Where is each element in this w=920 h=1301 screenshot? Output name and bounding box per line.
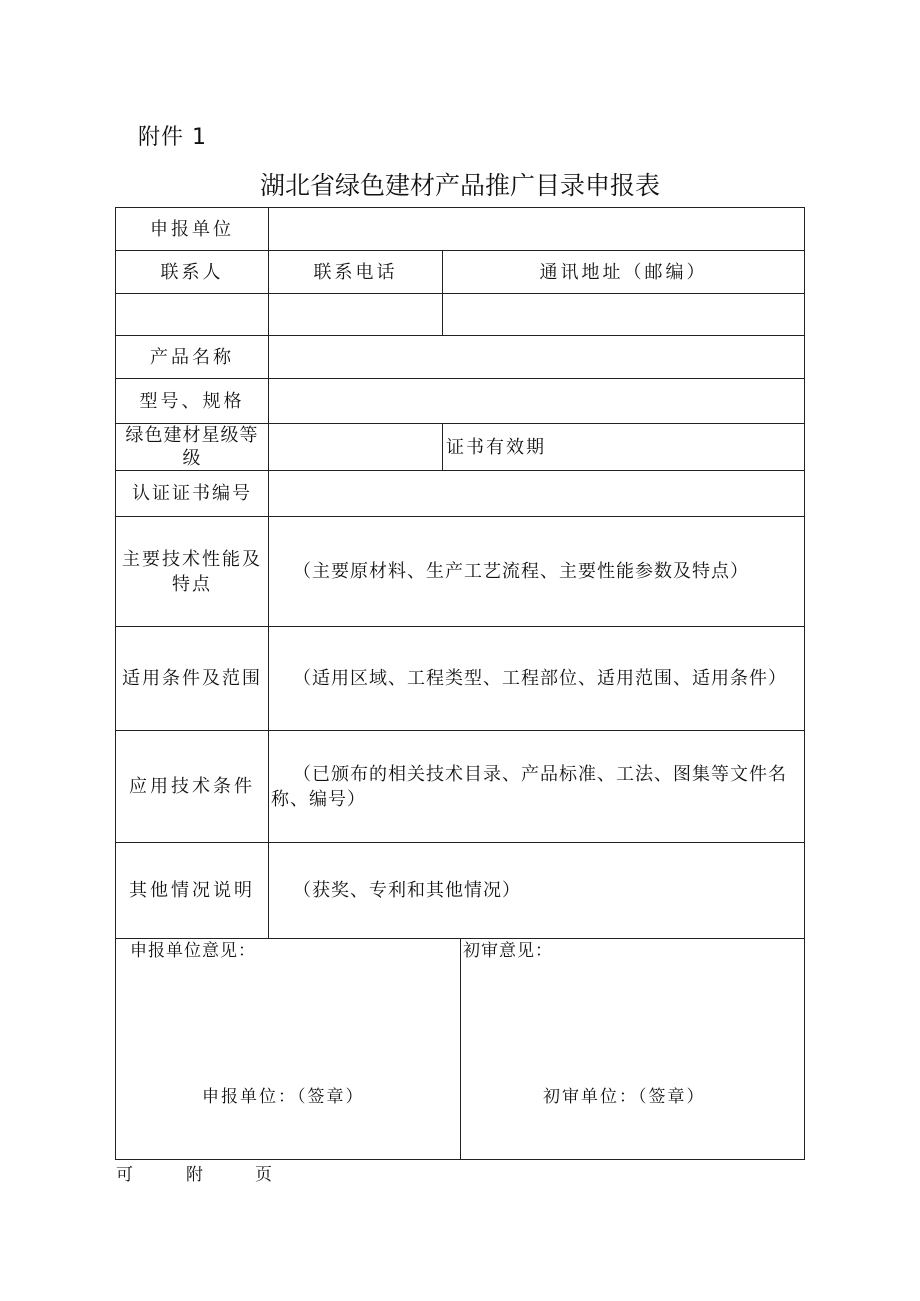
applicant-opinion-label: 申报单位意见： xyxy=(130,941,256,961)
tech-performance-hint: （主要原材料、生产工艺流程、主要性能参数及特点） xyxy=(293,561,749,582)
footer-word-2: 附 xyxy=(186,1165,203,1185)
attachment-label: 附件 1 xyxy=(138,125,207,150)
app-tech-input[interactable] xyxy=(268,730,805,843)
applicable-label: 适用条件及范围 xyxy=(115,626,269,731)
cert-validity-label: 证书有效期 xyxy=(442,423,805,471)
star-level-label: 绿色建材星级等级 xyxy=(115,423,269,471)
preliminary-sign-label: 初审单位：（签章） xyxy=(543,1087,706,1107)
footer-word-3: 页 xyxy=(255,1165,272,1185)
product-name-input[interactable] xyxy=(268,335,805,379)
applicant-opinion-box[interactable] xyxy=(115,938,461,1160)
app-tech-label: 应用技术条件 xyxy=(115,730,269,843)
tech-performance-label: 主要技术性能及特点 xyxy=(115,516,269,627)
tech-performance-input[interactable] xyxy=(268,516,805,627)
other-input[interactable] xyxy=(268,842,805,939)
contact-phone-label: 联系电话 xyxy=(268,250,443,294)
contact-person-label: 联系人 xyxy=(115,250,269,294)
cert-number-label: 认证证书编号 xyxy=(115,470,269,517)
address-input[interactable] xyxy=(442,293,805,336)
cert-number-input[interactable] xyxy=(268,470,805,517)
applicable-input[interactable] xyxy=(268,626,805,731)
address-label: 通讯地址（邮编） xyxy=(442,250,805,294)
app-tech-hint: （已颁布的相关技术目录、产品标准、工法、图集等文件名称、编号） xyxy=(271,763,787,810)
applicant-unit-label: 申报单位 xyxy=(115,207,269,251)
contact-phone-input[interactable] xyxy=(268,293,443,336)
preliminary-opinion-label: 初审意见： xyxy=(463,941,553,961)
form-title: 湖北省绿色建材产品推广目录申报表 xyxy=(259,171,660,200)
other-label: 其他情况说明 xyxy=(115,842,269,939)
applicant-unit-input[interactable] xyxy=(268,207,805,251)
model-spec-input[interactable] xyxy=(268,378,805,424)
applicant-sign-label: 申报单位：（签章） xyxy=(202,1087,365,1107)
preliminary-opinion-box[interactable] xyxy=(460,938,805,1160)
footer-word-1: 可 xyxy=(116,1165,133,1185)
star-level-input[interactable] xyxy=(268,423,443,471)
product-name-label: 产品名称 xyxy=(115,335,269,379)
model-spec-label: 型号、规格 xyxy=(115,378,269,424)
applicable-hint: （适用区域、工程类型、工程部位、适用范围、适用条件） xyxy=(293,668,787,689)
contact-person-input[interactable] xyxy=(115,293,269,336)
other-hint: （获奖、专利和其他情况） xyxy=(293,880,521,901)
